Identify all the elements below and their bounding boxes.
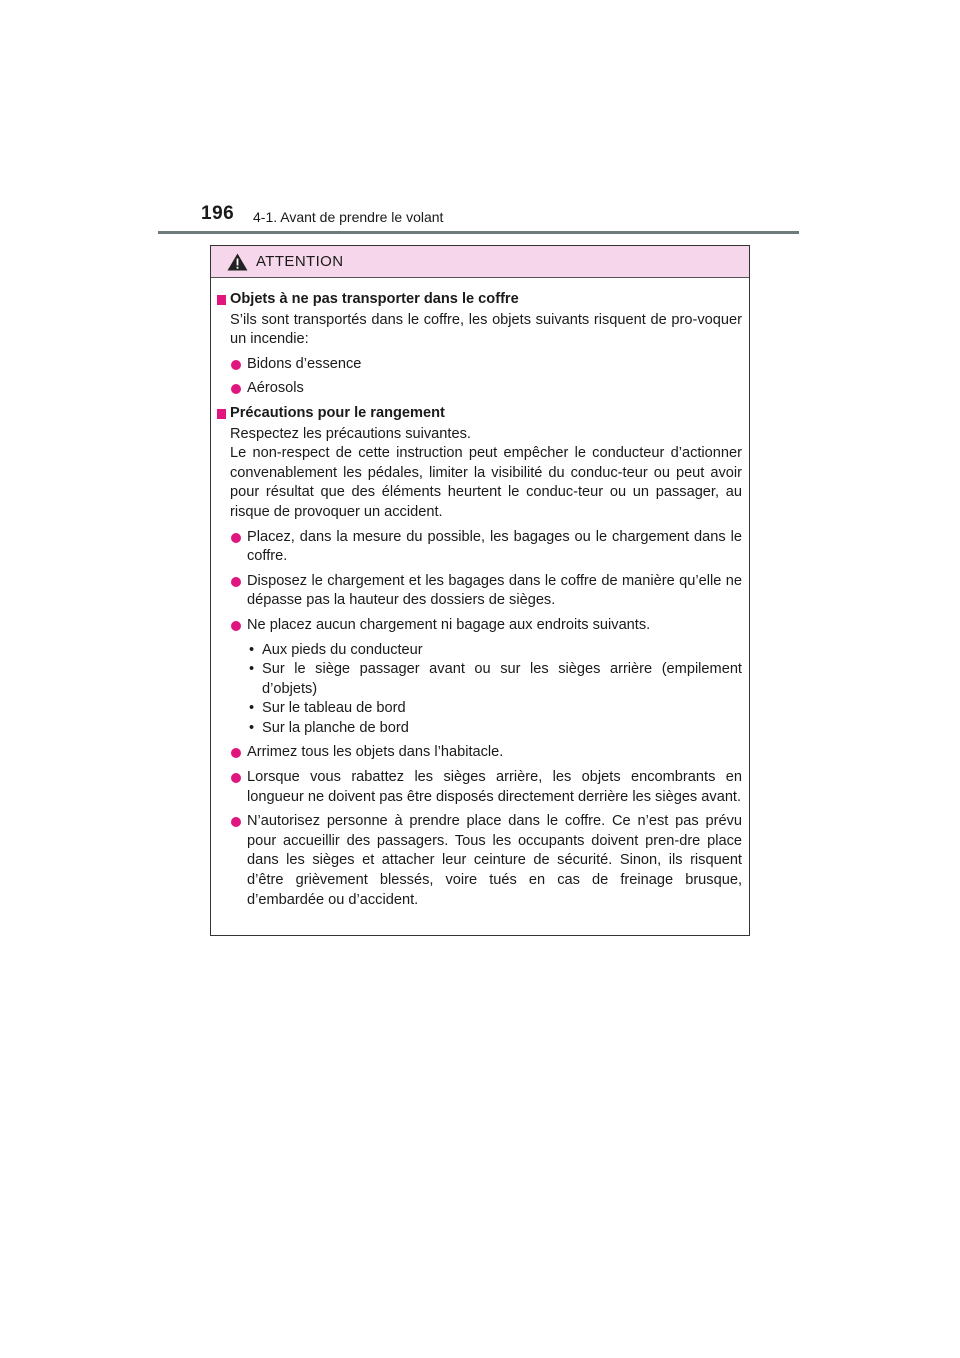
- round-bullet-icon: [231, 384, 241, 394]
- intro-line: Respectez les précautions suivantes.: [230, 425, 471, 442]
- header-rule: [158, 231, 799, 234]
- sub-bullet-marker: •: [249, 700, 255, 717]
- round-bullet-icon: [231, 621, 241, 631]
- list-item-text: Aérosols: [247, 380, 304, 397]
- section-intro: S’ils sont transportés dans le coffre, les objets suivants risquent de pro-voquer un incendie:: [230, 311, 742, 348]
- list-item-text: Lorsque vous rabattez les sièges arrière, les objets encombrants en longueur ne doivent pas être disposés directement derrière les sièges avant.: [247, 769, 742, 805]
- round-bullet-icon: [231, 533, 241, 543]
- heading-text: Précautions pour le rangement: [230, 404, 445, 421]
- warning-header: [211, 246, 749, 278]
- sub-item-text: Sur le tableau de bord: [262, 700, 406, 717]
- list-item: [217, 768, 742, 807]
- intro-paragraph: Le non-respect de cette instruction peut empêcher le conducteur d’actionner convenablement les pédales, limiter la visibilité du conduc-teur ou peut avoir pour résultat que des éléments heurtent le conduc-teur ou un passager, au risque de provoquer un accident.: [230, 445, 742, 520]
- sub-item: [217, 641, 742, 661]
- section-heading: [217, 404, 742, 424]
- sub-item-text: Aux pieds du conducteur: [262, 641, 423, 658]
- section-title: 4-1. Avant de prendre le volant: [253, 209, 444, 225]
- page-number: 196: [201, 203, 235, 224]
- square-bullet-icon: [217, 409, 226, 419]
- round-bullet-icon: [231, 773, 241, 783]
- sub-bullet-marker: •: [249, 719, 255, 736]
- list-item-text: Arrimez tous les objets dans l’habitacle.: [247, 744, 504, 761]
- heading-text: Objets à ne pas transporter dans le coffre: [230, 291, 519, 307]
- round-bullet-icon: [231, 577, 241, 587]
- sub-item: [217, 699, 742, 719]
- list-item: [217, 812, 742, 910]
- warning-title: ATTENTION: [256, 253, 344, 270]
- sub-item: [217, 660, 742, 699]
- round-bullet-icon: [231, 360, 241, 370]
- list-item: [217, 743, 742, 763]
- list-item-text: N’autorisez personne à prendre place dans le coffre. Ce n’est pas prévu pour accueillir des passagers. Tous les occupants doivent pren-dre place dans les sièges et attacher leur ceinture de sécurité. Sinon, ils risquent d’être grièvement blessés, voire tués en cas de freinage brusque, d’embardée ou d’accident.: [247, 813, 742, 908]
- list-item: [217, 379, 742, 399]
- sub-item-text: Sur le siège passager avant ou sur les sièges arrière (empilement d’objets): [262, 661, 742, 697]
- sub-item: [217, 719, 742, 739]
- list-item-text: Disposez le chargement et les bagages dans le coffre de manière qu’elle ne dépasse pas la hauteur des dossiers de sièges.: [247, 572, 742, 609]
- list-item-text: Ne placez aucun chargement ni bagage aux endroits suivants.: [247, 616, 651, 633]
- list-item: [217, 355, 742, 375]
- warning-body: [211, 278, 749, 910]
- sub-bullet-marker: •: [249, 641, 255, 658]
- section-intro: [217, 425, 742, 523]
- list-item-text: Bidons d’essence: [247, 355, 362, 372]
- square-bullet-icon: [217, 295, 226, 305]
- list-item: [217, 616, 742, 636]
- list-item: [217, 572, 742, 611]
- list-item: [217, 528, 742, 567]
- round-bullet-icon: [231, 748, 241, 758]
- sub-item-text: Sur la planche de bord: [262, 719, 409, 736]
- sub-list: [217, 641, 742, 739]
- round-bullet-icon: [231, 817, 241, 827]
- warning-box: [210, 245, 750, 936]
- sub-bullet-marker: •: [249, 661, 255, 678]
- list-item-text: Placez, dans la mesure du possible, les bagages ou le chargement dans le coffre.: [247, 528, 742, 565]
- warning-triangle-icon: [227, 253, 248, 271]
- section-heading: [217, 290, 742, 310]
